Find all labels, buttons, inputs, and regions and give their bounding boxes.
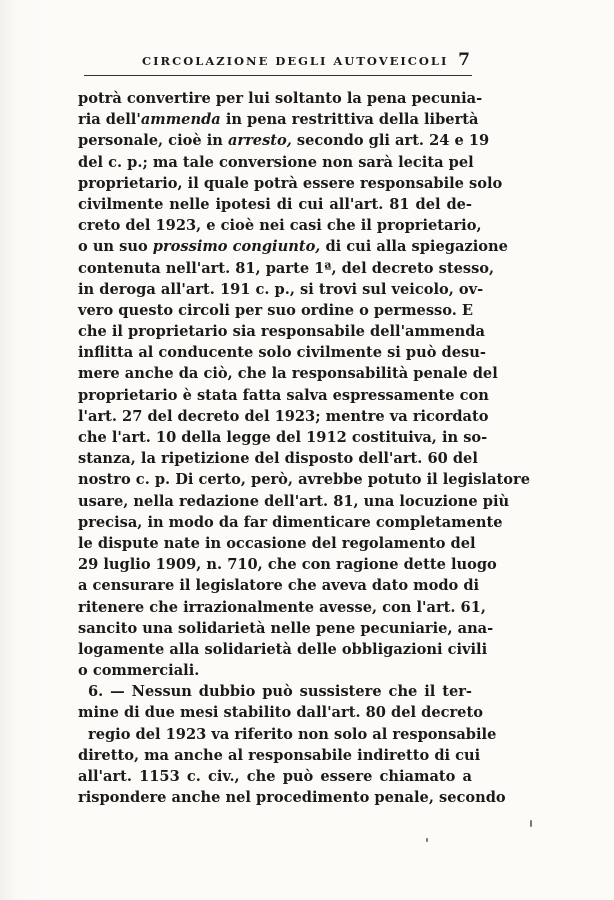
paper-mark — [426, 838, 428, 842]
text-line — [78, 236, 508, 257]
text-segment: o un suo — [78, 238, 153, 256]
text-line: le dispute nate in occasione del regolamento del — [78, 534, 476, 552]
text-line: logamente alla solidarietà delle obbligazioni civili — [78, 640, 488, 658]
text-line: inflitta al conducente solo civilmente si può desu- — [78, 344, 486, 362]
text-line: potrà convertire per lui soltanto la pena pecunia- — [78, 90, 483, 107]
text-line: vero questo circoli per suo ordine o permesso. E — [78, 301, 474, 319]
text-segment: personale, cioè in — [78, 132, 228, 150]
header-rule — [84, 75, 472, 76]
text-line: rispondere anche nel procedimento penale, secondo — [78, 789, 506, 807]
paper-mark — [530, 820, 532, 827]
body-text — [78, 88, 531, 808]
running-head — [82, 50, 472, 72]
text-line: nostro c. p. Di certo, però, avrebbe potuto il legislatore — [78, 471, 531, 489]
text-line: mine di due mesi stabilito dall'art. 80 del decreto — [78, 704, 483, 722]
text-line: l'art. 27 del decreto del 1923; mentre va ricordato — [78, 407, 489, 425]
text-line: o commerciali. — [78, 662, 200, 680]
text-line: usare, nella redazione dell'art. 81, una locuzione più — [78, 492, 510, 510]
text-line: a censurare il legislatore che aveva dato modo di — [78, 577, 480, 595]
running-title: CIRCOLAZIONE DEGLI AUTOVEICOLI — [142, 54, 449, 68]
italic-term: arresto, — [227, 132, 292, 150]
text-segment: secondo gli art. 24 e 19 — [291, 132, 490, 150]
text-segment: in pena restrittiva della libertà — [220, 111, 479, 129]
text-line: mere anche da ciò, che la responsabilità penale del — [78, 365, 498, 383]
page-number: 7 — [458, 50, 470, 70]
text-line: del c. p.; ma tale conversione non sarà lecita pel — [78, 153, 474, 171]
text-segment: di cui alla spiegazione — [320, 238, 508, 256]
text-line: ritenere che irrazionalmente avesse, con l'art. 61, — [78, 598, 486, 616]
text-line: diretto, ma anche al responsabile indiretto di cui — [78, 746, 481, 764]
text-line: 29 luglio 1909, n. 710, che con ragione dette luogo — [78, 556, 497, 574]
text-line: in deroga all'art. 191 c. p., si trovi sul veicolo, ov- — [78, 280, 484, 298]
text-line: 6. — Nessun dubbio può sussistere che il ter- — [88, 683, 472, 701]
text-line: che il proprietario sia responsabile dell'ammenda — [78, 323, 485, 341]
text-line: precisa, in modo da far dimenticare completamente — [78, 513, 503, 531]
text-line: proprietario è stata fatta salva espressamente con — [78, 386, 489, 404]
text-line — [78, 130, 490, 151]
text-line: contenuta nell'art. 81, parte 1ª, del decreto stesso, — [78, 259, 495, 277]
text-line: all'art. 1153 c. civ., che può essere chiamato a — [78, 768, 472, 785]
italic-term: prossimo congiunto, — [152, 238, 321, 256]
text-line: sancito una solidarietà nelle pene pecuniarie, ana- — [78, 619, 494, 637]
text-line: civilmente nelle ipotesi di cui all'art. 81 del de- — [78, 195, 472, 213]
text-segment: ria dell' — [78, 111, 141, 129]
text-line: che l'art. 10 della legge del 1912 costituiva, in so- — [78, 429, 488, 446]
text-line — [78, 109, 479, 130]
text-line: creto del 1923, e cioè nei casi che il proprietario, — [78, 217, 482, 235]
text-line: proprietario, il quale potrà essere responsabile solo — [78, 174, 503, 192]
italic-term: ammenda — [140, 111, 221, 129]
text-line: regio del 1923 va riferito non solo al responsabile — [88, 725, 497, 743]
text-line: stanza, la ripetizione del disposto dell'art. 60 del — [78, 450, 478, 468]
